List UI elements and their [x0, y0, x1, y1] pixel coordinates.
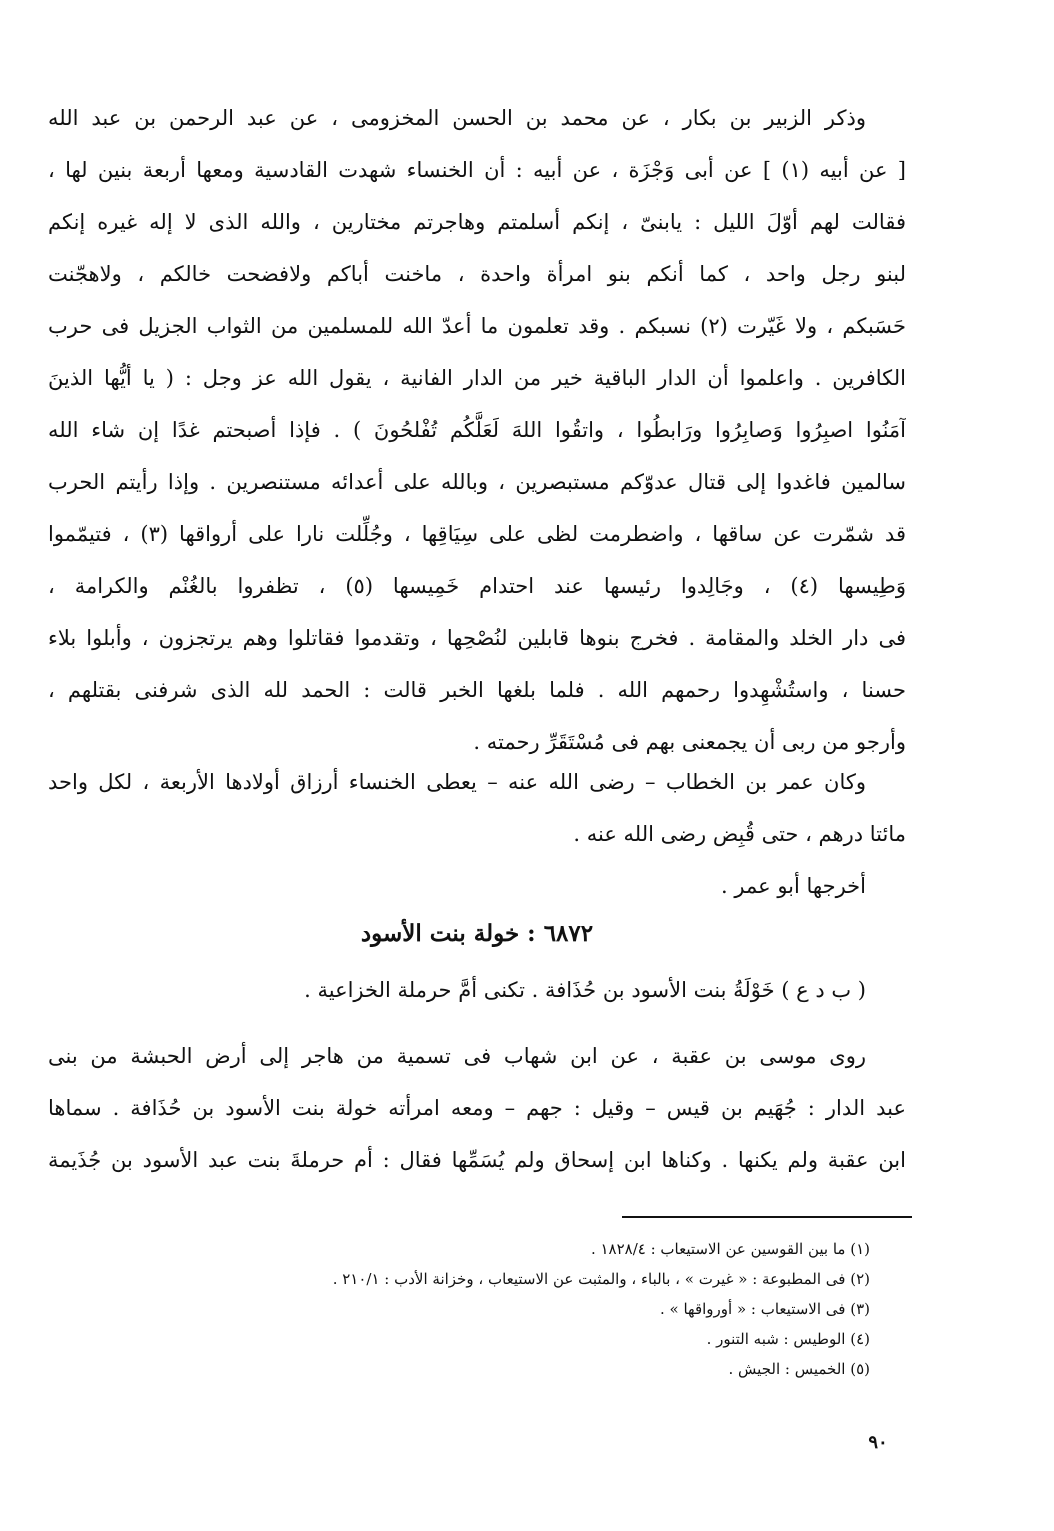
paragraph-khansa-speech: [48, 92, 906, 768]
page-number: ٩٠: [868, 1432, 888, 1453]
footnote: (٥) الخميس : الجيش .: [728, 1360, 870, 1378]
text-line: روى موسى بن عقبة ، عن ابن شهاب فى تسمية من هاجر إلى أرض الحبشة من بنى: [48, 1044, 866, 1068]
paragraph-source: [48, 860, 906, 912]
text-line: ( ب د ع ) خَوْلَةُ بنت الأسود بن حُذَافة . تكنى أمَّ حرملة الخزاعية .: [304, 978, 866, 1002]
text-line: فقالت لهم أوّلَ الليل : يابنىّ ، إنكم أسلمتم وهاجرتم مختارين ، والله الذى لا إله غيره إنكم: [48, 210, 906, 234]
entry-heading: ٦٨٧٢ : خولة بنت الأسود: [360, 920, 594, 947]
paragraph-entry-body: [48, 1030, 906, 1186]
text-line: [ عن أبيه (١) ] عن أبى وَجْزَة ، عن أبيه : أن الخنساء شهدت القادسية ومعها أربعة بنين لها ،: [48, 158, 906, 182]
text-line: أخرجها أبو عمر .: [721, 874, 866, 898]
text-line: حسنا ، واستُشْهِدوا رحمهم الله . فلما بلغها الخبر قالت : الحمد لله الذى شرفنى بقتلهم ،: [48, 678, 906, 702]
footnote: (٤) الوطيس : شبه التنور .: [706, 1330, 870, 1348]
text-line: مائتا درهم ، حتى قُبِض رضى الله عنه .: [573, 822, 906, 846]
text-line: حَسَبكم ، ولا غَيّرت (٢) نسبكم . وقد تعلمون ما أعدّ الله للمسلمين من الثواب الجزيل فى حرب: [48, 314, 906, 338]
paragraph-umar: [48, 756, 906, 860]
text-line: الكافرين . واعلموا أن الدار الباقية خير من الدار الفانية ، يقول الله عز وجل : ( يا أيُّها الذينَ: [48, 366, 906, 390]
text-line: لبنو رجل واحد ، كما أنكم بنو امرأة واحدة ، ماخنت أباكم ولافضحت خالكم ، ولاهجّنت: [48, 262, 906, 286]
text-line: آمَنُوا اصبِرُوا وَصابِرُوا ورَابطُوا ، واتقُوا اللهَ لَعَلَّكُم تُفْلحُونَ ) . فإذا أصبحتم غدًا إن شاء الله: [48, 418, 906, 442]
text-line: وكان عمر بن الخطاب – رضى الله عنه – يعطى الخنساء أرزاق أولادها الأربعة ، لكل واحد: [48, 770, 866, 794]
footnote: (١) ما بين القوسين عن الاستيعاب : ١٨٢٨/٤ .: [590, 1240, 870, 1258]
text-line: سالمين فاغدوا إلى قتال عدوّكم مستبصرين ، وبالله على أعدائه مستنصرين . وإذا رأيتم الحرب: [48, 470, 906, 494]
paragraph-entry-intro: [48, 964, 906, 1016]
text-line: ابن عقبة ولم يكنها . وكناها ابن إسحاق ولم يُسَمِّها فقال : أم حرملةَ بنت عبد الأسود بن جُذَيمة: [48, 1148, 906, 1172]
text-line: وأرجو من ربى أن يجمعنى بهم فى مُسْتَقَرِّ رحمته .: [473, 730, 906, 754]
text-line: فى دار الخلد والمقامة . فخرج بنوها قابلين لنُصْحِها ، وتقدموا فقاتلوا وهم يرتجزون ، وأبلوا بلاء: [48, 626, 906, 650]
text-line: وَطِيسها (٤) ، وجَالِدوا رئيسها عند احتدام خَمِيسها (٥) ، تظفروا بالغُنْم والكرامة ،: [48, 574, 906, 598]
text-line: وذكر الزبير بن بكار ، عن محمد بن الحسن المخزومى ، عن عبد الرحمن بن عبد الله: [48, 106, 866, 130]
footnote: (٣) فى الاستيعاب : « أورواقها » .: [660, 1300, 870, 1318]
footnote: (٢) فى المطبوعة : « غيرت » ، بالباء ، والمثبت عن الاستيعاب ، وخزانة الأدب : ٢١٠/١ .: [332, 1270, 870, 1288]
footnotes: [200, 1234, 870, 1384]
text-line: عبد الدار : جُهَيم بن قيس – وقيل : جهم – ومعه امرأته خولة بنت الأسود بن حُذَافة . سماها: [48, 1096, 906, 1120]
text-line: قد شمّرت عن ساقها ، واضطرمت لظى على سِيَاقِها ، وجُلِّلت نارا على أرواقها (٣) ، فتيمّموا: [48, 522, 906, 546]
footnote-separator: [622, 1216, 912, 1218]
